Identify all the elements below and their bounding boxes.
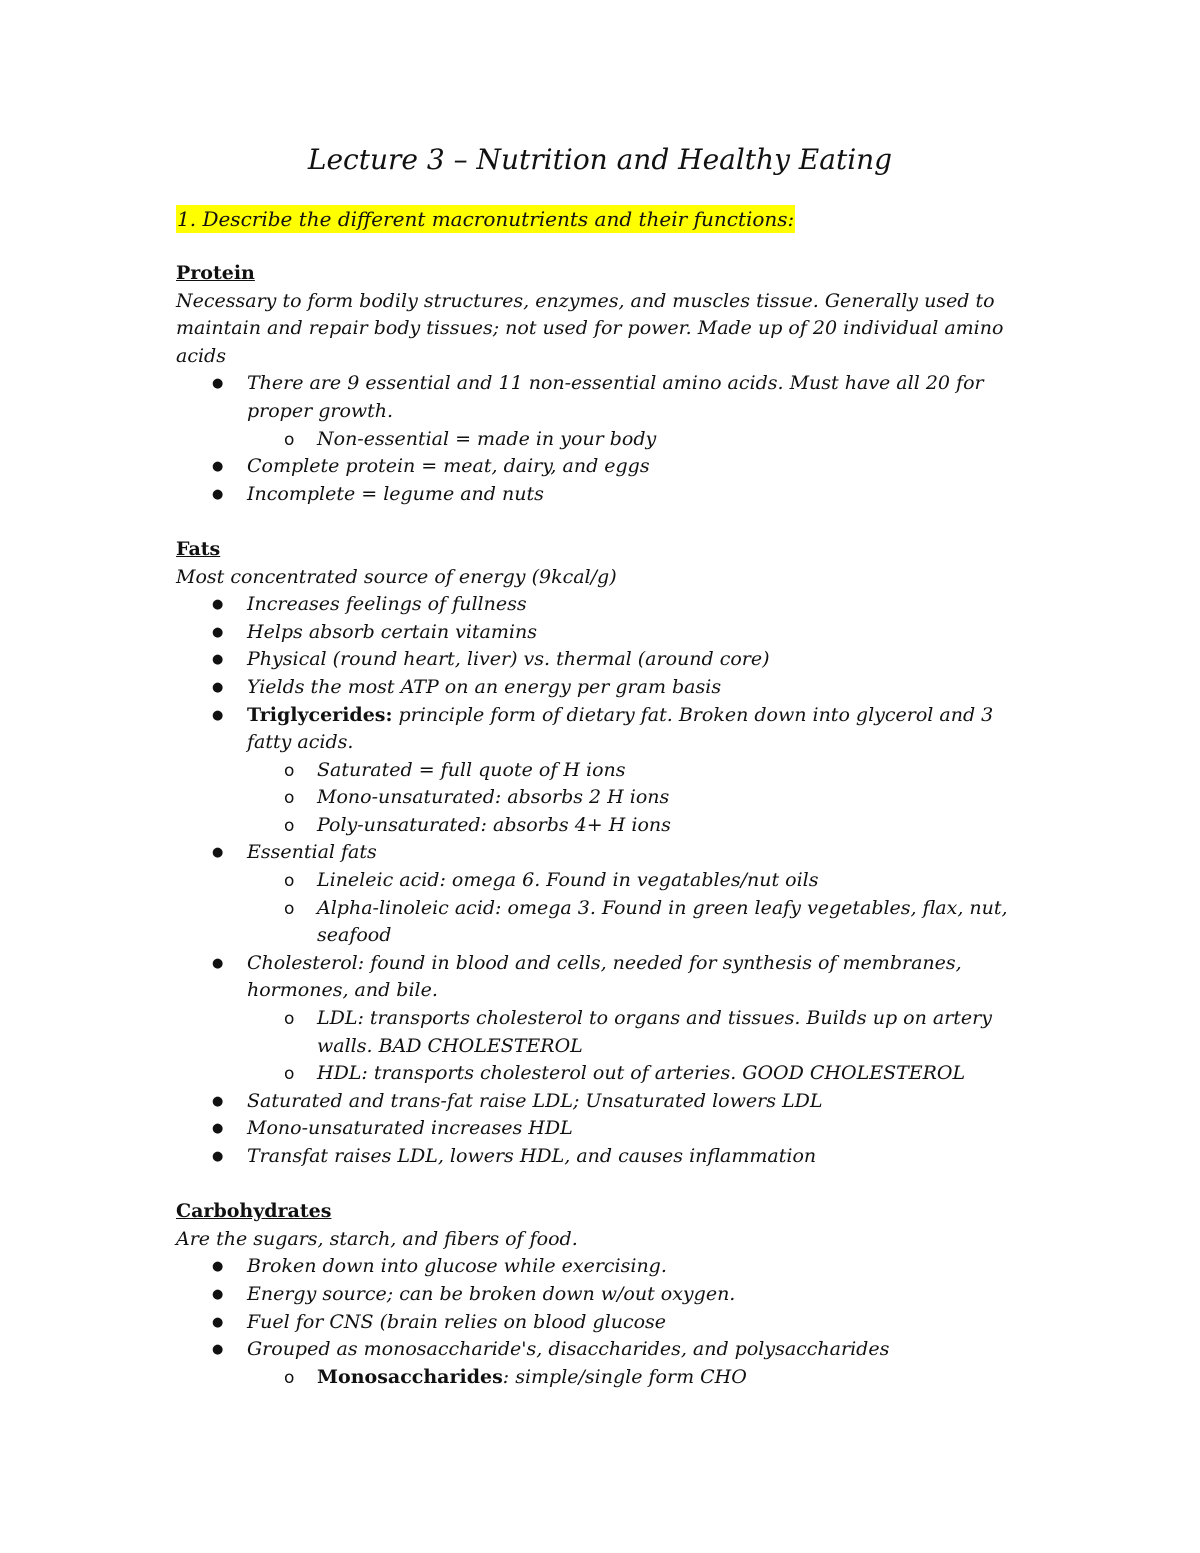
- sub-list-item: o Lineleic acid: omega 6. Found in vegatables/nut oils: [176, 867, 1036, 895]
- triglycerides-term: Triglycerides:: [247, 703, 393, 726]
- list-item: ● Broken down into glucose while exercising.: [176, 1253, 1036, 1281]
- fats-intro: Most concentrated source of energy (9kcal/g): [176, 565, 617, 588]
- monosaccharides-text: : simple/single form CHO: [502, 1365, 747, 1388]
- sub-list-item: o Poly-unsaturated: absorbs 4+ H ions: [176, 812, 1036, 840]
- section-heading-fats: Fats: [176, 537, 221, 560]
- sub-list-item: o Alpha-linoleic acid: omega 3. Found in green leafy vegetables, flax, nut, seafood: [176, 895, 1036, 950]
- protein-intro: Necessary to form bodily structures, enzymes, and muscles tissue. Generally used to maintain and repair body tissues; not used for power. Made up of 20 individual amino acids: [176, 289, 1004, 367]
- monosaccharides-term: Monosaccharides: [317, 1365, 503, 1388]
- question-heading: 1. Describe the different macronutrients and their functions:: [177, 207, 795, 231]
- list-item: ● Incomplete = legume and nuts: [176, 481, 1036, 509]
- list-item: ● Fuel for CNS (brain relies on blood glucose: [176, 1309, 1036, 1337]
- list-item: ● There are 9 essential and 11 non-essential amino acids. Must have all 20 for proper growth.: [176, 370, 1036, 425]
- protein-list: [176, 370, 1036, 508]
- list-item: ● Yields the most ATP on an energy per gram basis: [176, 674, 1036, 702]
- sub-list-item: o HDL: transports cholesterol out of arteries. GOOD CHOLESTEROL: [176, 1060, 1036, 1088]
- carbs-intro: Are the sugars, starch, and fibers of food.: [176, 1227, 578, 1250]
- sub-list-item: o LDL: transports cholesterol to organs and tissues. Builds up on artery walls. BAD CHOLESTEROL: [176, 1005, 1036, 1060]
- carbs-list: [176, 1253, 1036, 1391]
- section-heading-protein: Protein: [176, 262, 255, 284]
- page-title: Lecture 3 – Nutrition and Healthy Eating: [307, 143, 893, 176]
- fats-list: [176, 591, 1036, 1170]
- list-item: ● Mono-unsaturated increases HDL: [176, 1115, 1036, 1143]
- sub-list-item: o Saturated = full quote of H ions: [176, 757, 1036, 785]
- sub-list-item: o Non-essential = made in your body: [176, 426, 1036, 454]
- list-item: ● Increases feelings of fullness: [176, 591, 1036, 619]
- document-body: [176, 260, 1036, 1391]
- list-item: ● Grouped as monosaccharide's, disaccharides, and polysaccharides: [176, 1336, 1036, 1364]
- list-item: ● Transfat raises LDL, lowers HDL, and causes inflammation: [176, 1143, 1036, 1171]
- sub-list-item: o Mono-unsaturated: absorbs 2 H ions: [176, 784, 1036, 812]
- list-item: ● Physical (round heart, liver) vs. thermal (around core): [176, 646, 1036, 674]
- list-item: ● Essential fats: [176, 839, 1036, 867]
- triglycerides-text: principle form of dietary fat. Broken down into glycerol and 3 fatty acids.: [247, 703, 994, 754]
- list-item: ● Energy source; can be broken down w/out oxygen.: [176, 1281, 1036, 1309]
- section-heading-carbohydrates: Carbohydrates: [176, 1200, 332, 1223]
- sub-list-item-monosaccharides: [176, 1364, 1036, 1392]
- list-item: ● Saturated and trans-fat raise LDL; Unsaturated lowers LDL: [176, 1088, 1036, 1116]
- list-item: ● Helps absorb certain vitamins: [176, 619, 1036, 647]
- list-item-triglycerides: [176, 702, 1036, 757]
- list-item: ● Complete protein = meat, dairy, and eggs: [176, 453, 1036, 481]
- list-item: ● Cholesterol: found in blood and cells, needed for synthesis of membranes, hormones, and bile.: [176, 950, 1036, 1005]
